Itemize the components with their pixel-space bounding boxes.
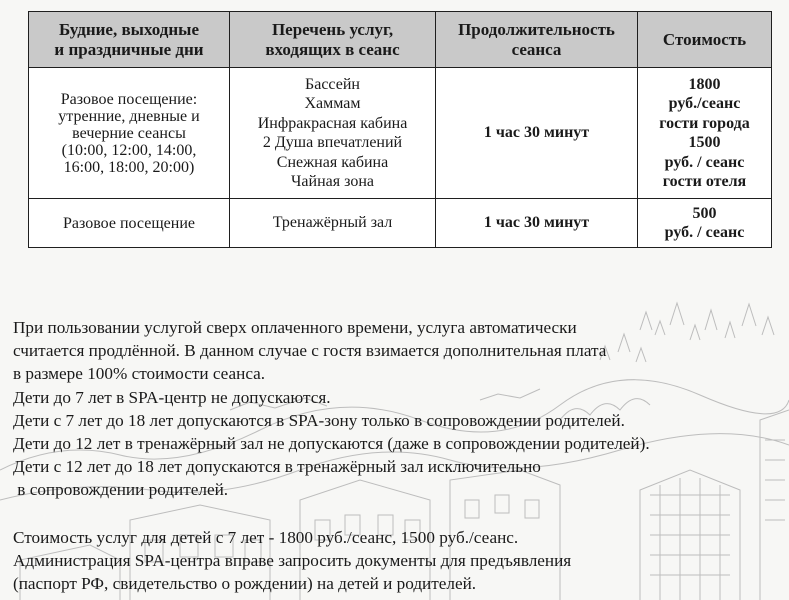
- services-cell: Тренажёрный зал: [230, 199, 436, 248]
- table-row: [29, 68, 772, 199]
- header-cost: Стоимость: [638, 12, 772, 68]
- days-cell: Разовое посещение: [29, 199, 230, 248]
- note-line: Стоимость услуг для детей с 7 лет - 1800 руб./сеанс, 1500 руб./сеанс.: [13, 527, 519, 547]
- note-line: Дети до 7 лет в SPA-центр не допускаются.: [13, 387, 331, 407]
- header-days: Будние, выходные и праздничные дни: [29, 12, 230, 68]
- note-line: При пользовании услугой сверх оплаченного времени, услуга автоматически: [13, 318, 577, 337]
- note-line: считается продлённой. В данном случае с гостя взимается дополнительная плата: [13, 341, 607, 361]
- note-line: (паспорт РФ, свидетельство о рождении) на детей и родителей.: [13, 574, 477, 594]
- note-line: в сопровождении родителей.: [13, 480, 229, 500]
- note-line: Дети до 12 лет в тренажёрный зал не допускаются (даже в сопровождении родителей).: [13, 434, 650, 454]
- cost-cell: 500 руб. / сеанс: [638, 199, 772, 248]
- services-cell: Бассейн Хаммам Инфракрасная кабина 2 Душа впечатлений Снежная кабина Чайная зона: [230, 68, 436, 199]
- table-row: [29, 199, 772, 248]
- days-cell: Разовое посещение: утренние, дневные и вечерние сеансы (10:00, 12:00, 14:00, 16:00, 18:00, 20:00): [29, 68, 230, 199]
- duration-cell: 1 час 30 минут: [436, 68, 638, 199]
- paragraph-gap: [13, 502, 783, 526]
- header-duration: Продолжительность сеанса: [436, 12, 638, 68]
- note-line: Дети с 12 лет до 18 лет допускаются в тренажёрный зал исключительно: [13, 457, 541, 477]
- header-services: Перечень услуг, входящих в сеанс: [230, 12, 436, 68]
- note-line: в размере 100% стоимости сеанса.: [13, 364, 266, 384]
- cost-cell: 1800 руб./сеанс гости города 1500 руб. / сеанс гости отеля: [638, 68, 772, 199]
- duration-cell: 1 час 30 минут: [436, 199, 638, 248]
- note-line: Администрация SPA-центра вправе запросить документы для предъявления: [13, 550, 572, 570]
- table-header-row: [29, 12, 772, 68]
- note-line: Дети с 7 лет до 18 лет допускаются в SPA-зону только в сопровождении родителей.: [13, 410, 625, 430]
- rules-notes: [13, 316, 783, 595]
- price-table: [28, 11, 772, 248]
